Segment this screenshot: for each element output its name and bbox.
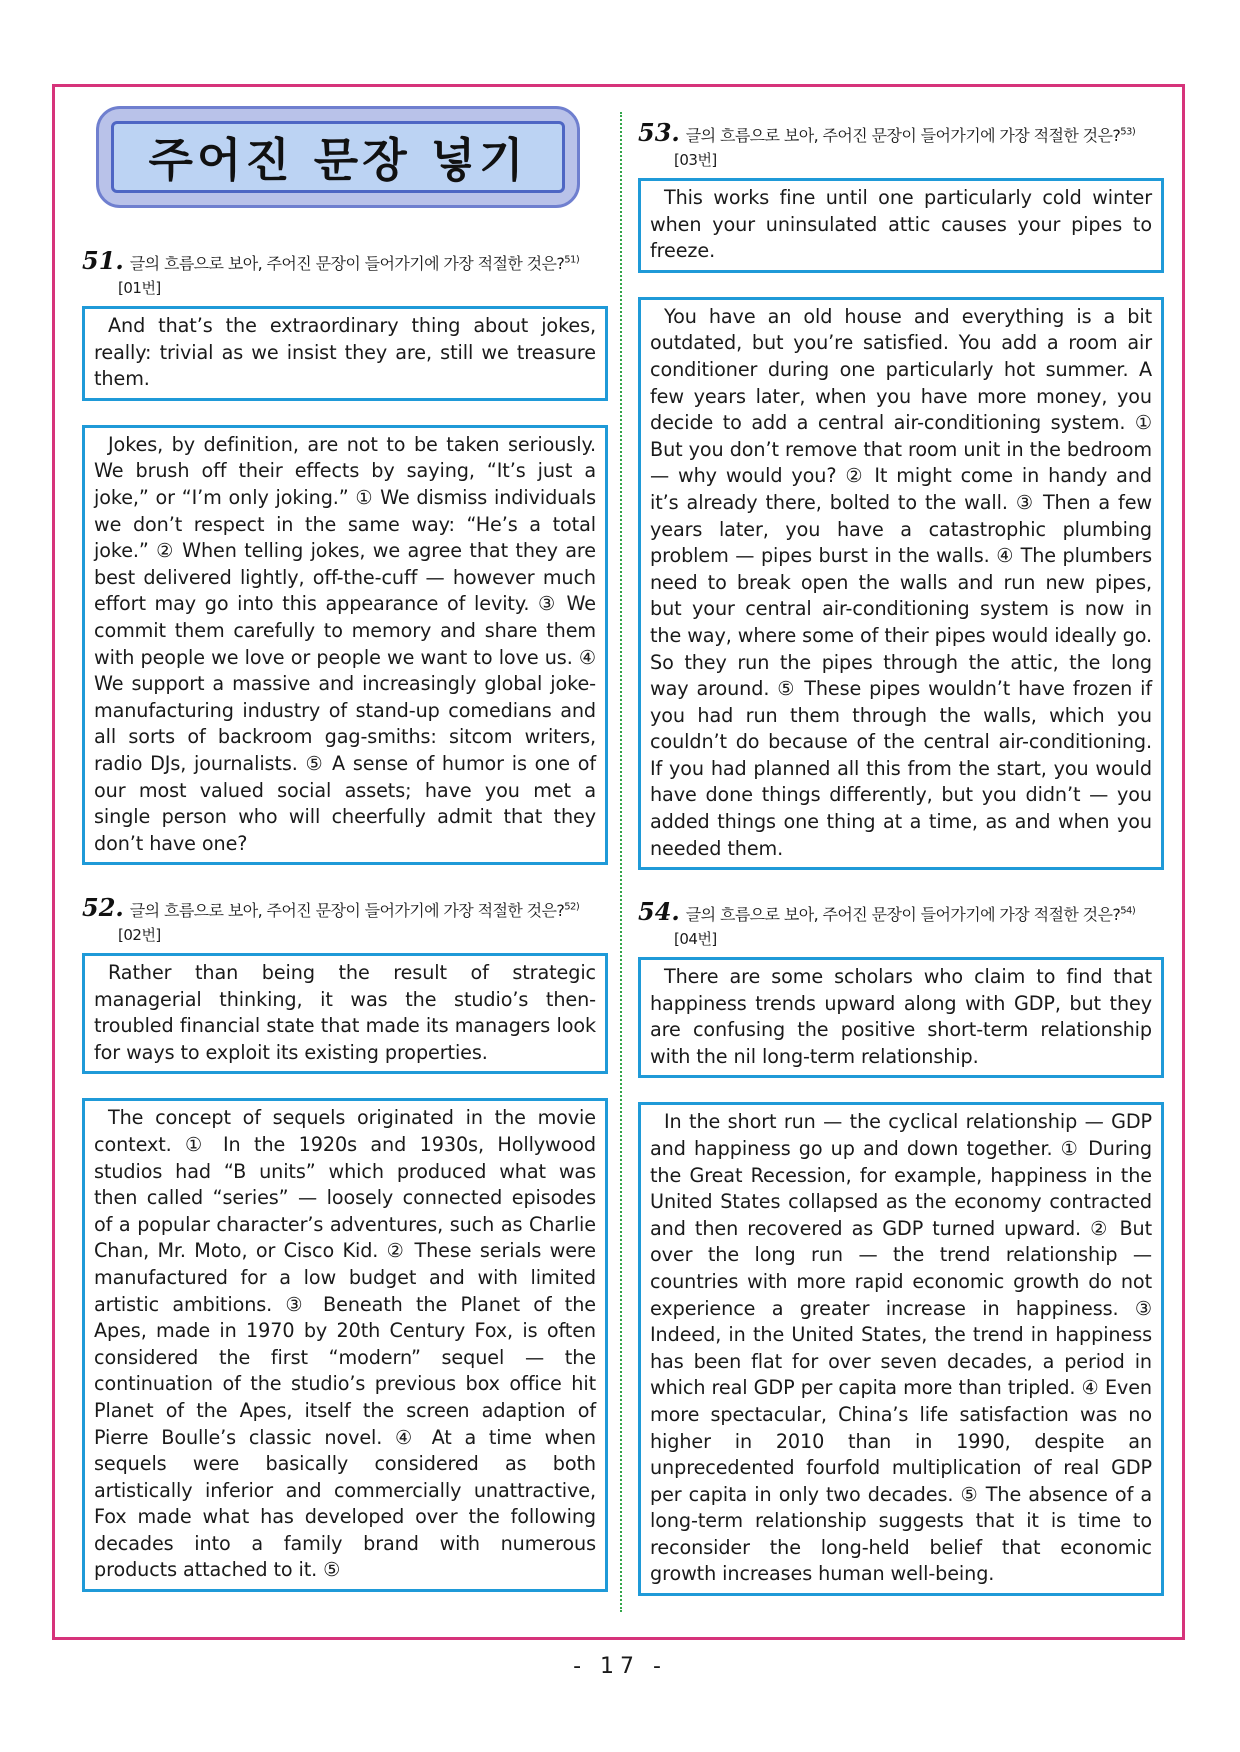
question-source: [02번] [118,926,161,944]
question-header [638,118,1164,147]
section-title-inner [111,121,565,193]
footnote-marker: 54) [1120,905,1136,917]
question-source: [04번] [674,930,717,948]
question-header [82,246,608,275]
question-prompt: 글의 흐름으로 보아, 주어진 문장이 들어가기에 가장 적절한 것은?$^{52)}$ [129,901,580,920]
passage-box: Jokes, by definition, are not to be taken seriously. We brush off their effects by saying, “It’s just a joke,” or “I’m only joking.” ① We dismiss individuals we don’t respect in the same way: “He’s a total joke.” ② When telling jokes, we agree that they are best delivered lightly, off-the-cuff — however much effort may go into this appearance of levity. ③ We commit them carefully to memory and share them with people we love or people we want to love us. ④ We support a massive and increasingly global joke-manufacturing industry of stand-up comedians and all sorts of backroom gag-smiths: sitcom writers, radio DJs, journalists. ⑤ A sense of humor is one of our most valued social assets; have you met a single person who will cheerfully admit that they don’t have one? [82,425,608,866]
question-52 [82,893,608,1592]
question-source: [01번] [118,279,161,297]
question-header [82,893,608,922]
question-source: [03번] [674,151,717,169]
section-title-badge [96,106,580,208]
given-sentence-box: There are some scholars who claim to find that happiness trends upward along with GDP, but they are confusing the positive short-term relationship with the nil long-term relationship. [638,957,1164,1078]
section-title: 주어진 문장 넣기 [148,133,528,187]
question-prompt: 글의 흐름으로 보아, 주어진 문장이 들어가기에 가장 적절한 것은?$^{53)}$ [685,126,1136,145]
footnote-marker: 52) [564,901,580,913]
question-54 [638,897,1164,1596]
question-prompt: 글의 흐름으로 보아, 주어진 문장이 들어가기에 가장 적절한 것은?$^{51)}$ [129,254,580,273]
passage-box: In the short run — the cyclical relationship — GDP and happiness go up and down together. ① During the Great Recession, for example, happiness in the United States collapsed as the economy contracted and then recovered as GDP turned upward. ② But over the long run — the trend relationship — countries with more rapid economic growth do not experience a greater increase in happiness. ③ Indeed, in the United States, the trend in happiness has been flat for over seven decades, a period in which real GDP per capita more than tripled. ④ Even more spectacular, China’s life satisfaction was no higher in 2010 than in 1990, despite an unprecedented fourfold multiplication of real GDP per capita in only two decades. ⑤ The absence of a long-term relationship suggests that it is time to reconsider the long-held belief that economic growth increases human well-being. [638,1102,1164,1596]
passage-box: You have an old house and everything is a bit outdated, but you’re satisfied. You add a room air conditioner during one particularly hot summer. A few years later, when you have more money, you decide to add a central air-conditioning system. ① But you don’t remove that room unit in the bedroom — why would you? ② It might come in handy and it’s already there, bolted to the wall. ③ Then a few years later, you have a catastrophic plumbing problem — pipes burst in the walls. ④ The plumbers need to break open the walls and run new pipes, but your central air-conditioning system is now in the way, where some of their pipes would ideally go. So they run the pipes through the attic, the long way around. ⑤ These pipes wouldn’t have frozen if you had run them through the walls, which you couldn’t do because of the central air-conditioning. If you had planned all this from the start, you would have done things differently, but you didn’t — you added things one thing at a time, as and when you needed them. [638,297,1164,870]
question-number: 51. [82,246,124,275]
question-number: 53. [638,118,680,147]
question-header [638,897,1164,926]
question-number: 52. [82,893,124,922]
question-53 [638,118,1164,870]
passage-box: The concept of sequels originated in the movie context. ① In the 1920s and 1930s, Hollywood studios had “B units” which produced what was then called “series” — loosely connected episodes of a popular character’s adventures, such as Charlie Chan, Mr. Moto, or Cisco Kid. ② These serials were manufactured for a low budget and with limited artistic ambitions. ③ Beneath the Planet of the Apes, made in 1970 by 20th Century Fox, is often considered the first “modern” sequel — the continuation of the studio’s previous box office hit Planet of the Apes, itself the screen adaption of Pierre Boulle’s classic novel. ④ At a time when sequels were basically considered as both artistically inferior and commercially unattractive, Fox made what has developed over the following decades into a family brand with numerous products attached to it. ⑤ [82,1098,608,1592]
question-number: 54. [638,897,680,926]
given-sentence-box: And that’s the extraordinary thing about jokes, really: trivial as we insist they are, still we treasure them. [82,306,608,401]
footnote-marker: 51) [564,254,580,266]
footnote-marker: 53) [1120,126,1136,138]
page-number: - 17 - [573,1654,667,1679]
given-sentence-box: Rather than being the result of strategic managerial thinking, it was the studio’s then-troubled financial state that made its managers look for ways to exploit its existing properties. [82,953,608,1074]
question-prompt: 글의 흐름으로 보아, 주어진 문장이 들어가기에 가장 적절한 것은?$^{54)}$ [685,905,1136,924]
column-divider [620,112,622,1612]
given-sentence-box: This works fine until one particularly cold winter when your uninsulated attic causes your pipes to freeze. [638,178,1164,273]
question-51 [82,246,608,865]
